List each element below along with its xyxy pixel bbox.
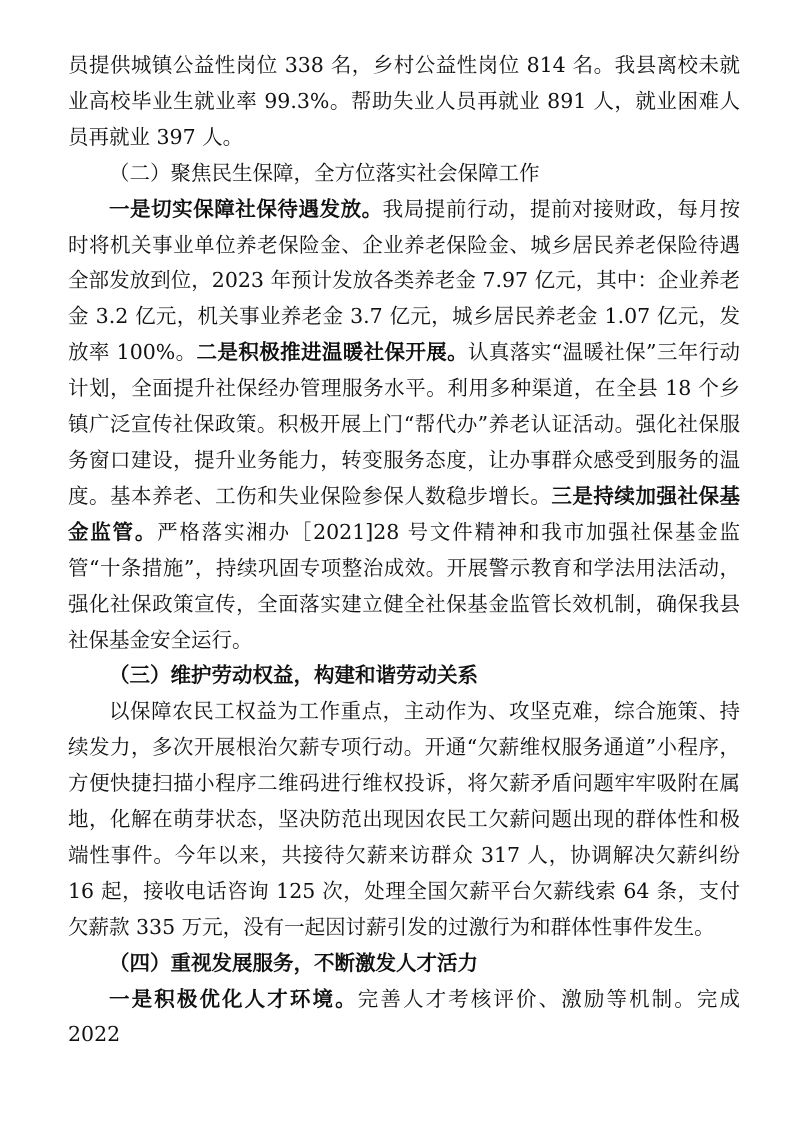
section-2-paragraph: [68, 192, 740, 659]
lead-phrase-2: 二是积极推进温暖社保开展。: [196, 340, 469, 365]
lead-phrase-4: 一是积极优化人才环境。: [109, 986, 358, 1011]
paragraph-continued: 员提供城镇公益性岗位 338 名，乡村公益性岗位 814 名。我县离校未就业高校毕业生就业率 99.3%。帮助失业人员再就业 891 人，就业困难人员再就业 397 人。: [68, 53, 740, 149]
body-text-3: 严格落实湘办［2021]28 号文件精神和我市加强社保基金监管“十条措施”，持续巩固专项整治成效。开展警示教育和学法用法活动，强化社保政策宣传，全面落实建立健全社保基金监管长效机制，确保我县社保基金安全运行。: [68, 519, 741, 652]
section-heading-3: （三）维护劳动权益，构建和谐劳动关系: [109, 663, 478, 688]
document-body: [68, 48, 740, 1053]
section-heading-2: （二）聚焦民生保障，全方位落实社会保障工作: [109, 160, 540, 185]
section-heading-4: （四）重视发展服务，不断激发人才活力: [109, 950, 478, 975]
section-3-paragraph: 以保障农民工权益为工作重点，主动作为、攻坚克难，综合施策、持续发力，多次开展根治欠薪专项行动。开通“欠薪维权服务通道”小程序，方便快捷扫描小程序二维码进行维权投诉，将欠薪矛盾问题牢牢吸附在属地，化解在萌芽状态，坚决防范出现因农民工欠薪问题出现的群体性和极端性事件。今年以来，共接待欠薪来访群众 317 人，协调解决欠薪纠纷 16 起，接收电话咨询 125 次，处理全国欠薪平台欠薪线索 64 条，支付欠薪款 335 万元，没有一起因讨薪引发的过激行为和群体性事件发生。: [68, 699, 740, 939]
body-text-2: 认真落实“温暖社保”三年行动计划，全面提升社保经办管理服务水平。利用多种渠道，在全县 18 个乡镇广泛宣传社保政策。积极开展上门“帮代办”养老认证活动。强化社保服务窗口建设，提升业务能力，转变服务态度，让办事群众感受到服务的温度。基本养老、工伤和失业保险参保人数稳步增长。: [68, 340, 740, 508]
body-text-1: 我局提前行动，提前对接财政，每月按时将机关事业单位养老保险金、企业养老保险金、城乡居民养老保险待遇全部发放到位，2023 年预计发放各类养老金 7.97 亿元，其中：企业养老金 3.2 亿元，机关事业养老金 3.7 亿元，城乡居民养老金 1.07 亿元，发放率 100%。: [68, 196, 740, 365]
section-4-paragraph: [68, 982, 740, 1054]
lead-phrase-3: 三是持续加强社保基金监管。: [68, 483, 741, 544]
body-text-4: 完善人才考核评价、激励等机制。完成 2022: [68, 986, 741, 1047]
lead-phrase-1: 一是切实保障社保待遇发放。: [109, 196, 383, 221]
